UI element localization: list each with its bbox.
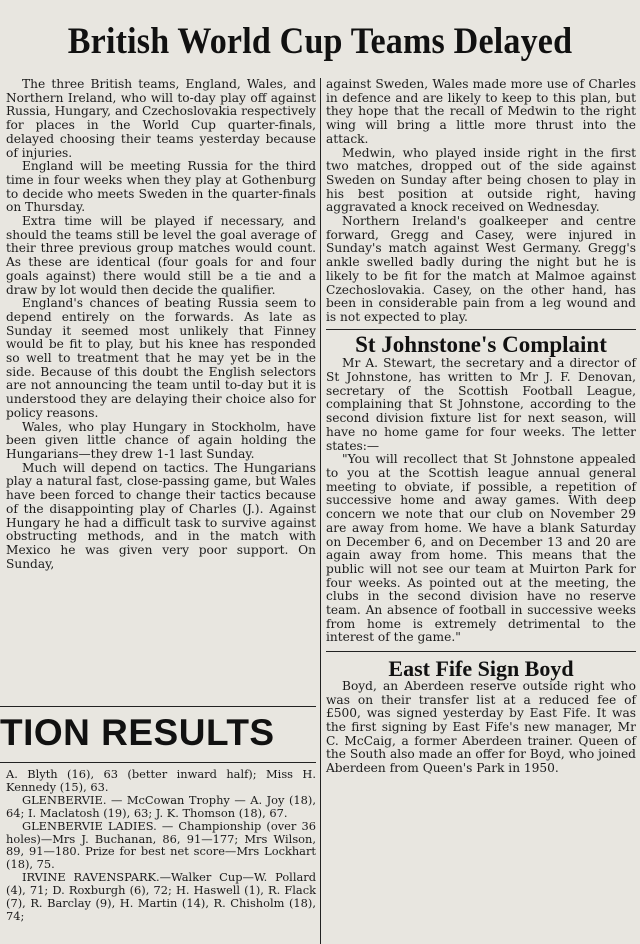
section-rule	[326, 651, 636, 652]
subheading-st-johnstone: St Johnstone's Complaint	[355, 331, 607, 357]
article-paragraph: Boyd, an Aberdeen reserve outside right who was on their transfer list at a reduced fee of £500, was signed yesterday by East Fife. It was the first signing by East Fife's new manager, Mr C. McCaig, a former Aberdeen trainer. Queen of the South also made an offer for Boyd, who joined Aberdeen from Queen's Park in 1950.	[326, 678, 636, 776]
article-paragraph: against Sweden, Wales made more use of Charles in defence and are likely to keep to this plan, but they hope that the recall of Medwin to the right wing will bring a little more thrust into the attack.	[326, 77, 636, 146]
result-entry: GLENBERVIE LADIES. — Championship (over 36 holes)—Mrs J. Buchanan, 86, 91—177; Mrs Wilson, 89, 91—180. Prize for best net score—Mrs Lockhart (18), 75.	[6, 818, 316, 872]
result-entry: A. Blyth (16), 63 (better inward half); Miss H. Kennedy (15), 63.	[6, 767, 316, 794]
article-paragraph: "You will recollect that St Johnstone appealed to you at the Scottish league annual general meeting to obviate, if possible, a repetition of successive home and away games. With deep concern we note that our club on November 29 are away from home. We have a blank Saturday on December 6, and on December 13 and 20 are again away from home. This means that the public will not see our team at Muirton Park for four weeks. As pointed out at the meeting, the clubs in the second division have no reserve team. An absence of football in successive weeks from home is extremely detrimental to the interest of the game."	[326, 452, 636, 645]
result-entry: GLENBERVIE. — McCowan Trophy — A. Joy (18), 64; I. Maclatosh (19), 63; J. K. Thomson (18), 67.	[6, 792, 316, 820]
column-divider	[320, 78, 321, 944]
article-paragraph: Northern Ireland's goalkeeper and centre forward, Gregg and Casey, were injured in Sunday's match against West Germany. Gregg's ankle swelled badly during the night but he is likely to be fit for the match at Malmoe against Czechoslovakia. Casey, on the other hand, has been in considerable pain from a leg wound and is not expected to play.	[326, 214, 636, 324]
results-rule-bottom	[0, 762, 316, 763]
article-column-left	[6, 78, 316, 571]
headline: British World Cup Teams Delayed	[67, 21, 573, 62]
result-entry: IRVINE RAVENSPARK.—Walker Cup—W. Pollard (4), 71; D. Roxburgh (6), 72; H. Haswell (1), R. Flack (7), R. Barclay (9), H. Martin (14), R. Chisholm (18), 74;	[6, 870, 316, 923]
article-paragraph: Mr A. Stewart, the secretary and a director of St Johnstone, has written to Mr J. F. Denovan, secretary of the Scottish Football League, complaining that St Johnstone, according to the second division fixture list for next season, will have no home game for four weeks. The letter states:—	[326, 356, 636, 453]
section-rule	[326, 329, 636, 330]
subheading-east-fife: East Fife Sign Boyd	[388, 656, 574, 682]
article-paragraph: Wales, who play Hungary in Stockholm, have been given little chance of again holding the Hungarians—they drew 1-1 last Sunday.	[6, 419, 316, 461]
article-paragraph: England's chances of beating Russia seem to depend entirely on the forwards. As late as Sunday it seemed most unlikely that Finney would be fit to play, but his knee has responded so well to treatment that he may yet be in the side. Because of this doubt the English selectors are not announcing the team until to-day but it is understood they are delaying their choice also for policy reasons.	[6, 296, 316, 420]
results-heading: TION RESULTS	[0, 712, 275, 753]
article-paragraph: The three British teams, England, Wales, and Northern Ireland, who will to-day play off against Russia, Hungary, and Czechoslovakia respectively for places in the World Cup quarter-finals, delayed choosing their teams yesterday because of injuries.	[6, 77, 316, 160]
article-paragraph: Extra time will be played if necessary, and should the teams still be level the goal average of their three previous group matches would count. As these are identical (four goals for and four goals against) there would still be a tie and a draw by lot would then decide the qualifier.	[6, 214, 316, 297]
results-rule-top	[0, 706, 316, 707]
article-paragraph: Much will depend on tactics. The Hungarians play a natural fast, close-passing game, but Wales have been forced to change their tactics because of the disappointing play of Charles (J.). Against Hungary he had a difficult task to survive against obstructing methods, and in the match with Mexico he was given very poor support. On Sunday,	[6, 460, 316, 571]
article-paragraph: England will be meeting Russia for the third time in four weeks when they play at Gothenburg to decide who meets Sweden in the quarter-finals on Thursday.	[6, 159, 316, 215]
article-column-right	[326, 78, 636, 776]
results-list	[6, 768, 316, 923]
article-paragraph: Medwin, who played inside right in the first two matches, dropped out of the side against Sweden on Sunday after being chosen to play in his best position at outside right, having aggravated a knock received on Wednesday.	[326, 145, 636, 215]
